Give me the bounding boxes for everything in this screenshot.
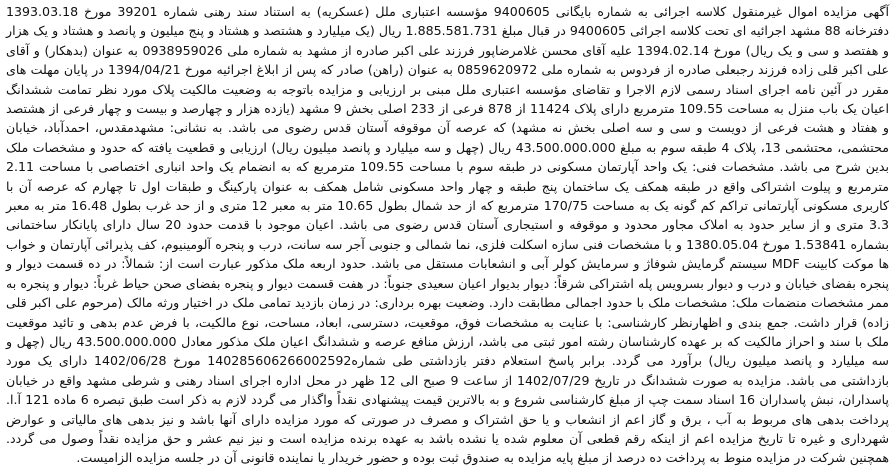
notice-body-text: آگهی مزایده اموال غیرمنقول کلاسه اجرائی به شماره بایگانی 9400605 مؤسسه اعتباری ملل (عسکریه) به استناد سند رهنی شماره 39201 مورخ 1393.03.18 دفترخانه 88 مشهد اجرائیه ای تحت کلاسه اجرائی 9400605 در قبال مبلغ 1.885.581.731 ریال (یک میلیارد و هشتصد و هشتاد و پنج میلیون و پانصد و هشتاد و یک هزار و هفتصد و سی و یک ریال) مورخ 1394.02.14 علیه آقای محسن غلامرضاپور فرزند علی اکبر صادره از مشهد به شماره ملی 0938959026 به عنوان (بدهکار) و آقای علی اکبر قلی زاده فرزند رجبعلی صادره از فردوس به شماره ملی 0859620972 به عنوان (راهن) صادر که پس از ابلاغ اجرائیه مورخ 1394/04/21 در پایان مهلت های مقرر در آئین نامه اجرای اسناد رسمی لازم الاجرا و تقاضای مؤسسه اعتباری ملل مبنی بر ارزیابی و مزایده باتوجه به وضعیت مالکیت پلاک مورد نظر تمامت ششدانگ اعیان یک باب منزل به مساحت 109.55 مترمربع دارای پلاک 11424 از 878 فرعی از 233 اصلی بخش 9 مشهد (یازده هزار و چهارصد و بیست و چهار فرعی از هشتصد و هفتاد و هشت فرعی از دویست و سی و سه اصلی بخش نه مشهد) که عرصه آن موقوفه آستان قدس رضوی می باشد. به نشانی: مشهدمقدس، احمدآباد، خیابان محتشمی، محتشمی 13، پلاک 4 طبقه سوم به مبلغ 43.500.000.000 ریال (چهل و سه میلیارد و پانصد میلیون ریال) ارزیابی و قطعیت یافته که حدود و مشخصات ملک بدین شرح می باشد. مشخصات فنی: یک واحد آپارتمان مسکونی در طبقه سوم با مساحت 109.55 مترمربع که به انضمام یک واحد انباری اختصاصی با مساحت 2.11 مترمربع و پیلوت اشتراکی واقع در طبقه همکف یک ساختمان پنج طبقه و چهار واحد مسکونی شامل همکف به عنوان پارکینگ و طبقات اول تا چهارم که عرصه آن با کاربری مسکونی آپارتمانی تراکم کم گونه یک به مساحت 170/75 مترمربع که از حد شمال بطول 10.65 متر به معبر 12 متری و از حد غرب بطول 16.48 متر به معبر 3.3 متری و از سایر حدود به املاک مجاور محدود و موقوفه و استیجاری آستان قدس رضوی می باشد. اعیان موجود با قدمت حدود 20 سال دارای پایانکار ساختمانی بشماره 1.53841 مورخ 1380.05.04 و با مشخصات فنی سازه اسکلت فلزی، نما شمالی و جنوبی آجر سه سانت، درب و پنجره آلومینیوم، کف پذیرائی آپارتمان و خواب ها موکت کابینت MDF سیستم گرمایش شوفاژ و سرمایش کولر آبی و انشعابات مستقل می باشد. حدود اربعه ملک مذکور عبارت است از: شمالاً: در ده قسمت دیوار و پنجره بفضای خیابان و درب و دیوار بسرویس پله اشتراکی شرقاً: دیوار بدیوار اعیان سعیدی جنوباً: در هفت قسمت دیوار و پنجره بفضای صحن حیاط غرباً: دیوار و پنجره به ممر مشخصات منضمات ملک: مشخصات ملک با حدود اجمالی مطابقت دارد. وضعیت بهره برداری: در زمان بازدید تمامی ملک در اختیار ورثه مالک (مرحوم علی اکبر قلی زاده) قرار داشت. جمع بندی و اظهارنظر کارشناسی: با عنایت به مشخصات فوق، موقعیت، دسترسی، ابعاد، مساحت، نوع مالکیت، با فرض عدم بدهی و تائید موقعیت ملک با سند و احراز مالکیت که بر عهده کارشناسان رشته امور ثبتی می باشد، ارزش منافع عرصه و ششدانگ اعیان ملک مذکور معادل 43.500.000.000 ریال (چهل و سه میلیارد و پانصد میلیون ریال) برآورد می گردد. برابر پاسخ استعلام دفتر بازداشتی طی شماره140285606266002592 مورخ 1402/06/28 دارای یک مورد بازداشتی می باشد. مزایده به صورت ششدانگ در تاریخ 1402/07/29 از ساعت 9 صبح الی 12 ظهر در محل اداره اجرای اسناد رهنی و شرطی مشهد واقع در خیابان پاسداران، نبش پاسداران 16 اسناد سمت چپ از مبلغ کارشناسی شروع و به بالاترین قیمت پیشنهادی نقداً واگذار می گردد لازم به ذکر است طبق تبصره 6 ماده 121 آ.ا. پرداخت بدهی های مربوط به آب ، برق و گاز اعم از انشعاب و یا حق اشتراک و مصرف در صورتی که مورد مزایده دارای آنها باشد و نیز بدهی های مالیاتی و عوارض شهرداری و غیره تا تاریخ مزایده اعم از اینکه رقم قطعی آن معلوم شده یا نشده باشد به عهده برنده مزایده است و نیز نیم عشر و حق مزایده نقداً وصول می گردد. همچنین شرکت در مزایده منوط به پرداخت ده درصد از مبلغ پایه مزایده به صندوق ثبت بوده و حضور خریدار یا نماینده قانونی آن در جلسه مزایده الزامیست. [6,4,890,466]
